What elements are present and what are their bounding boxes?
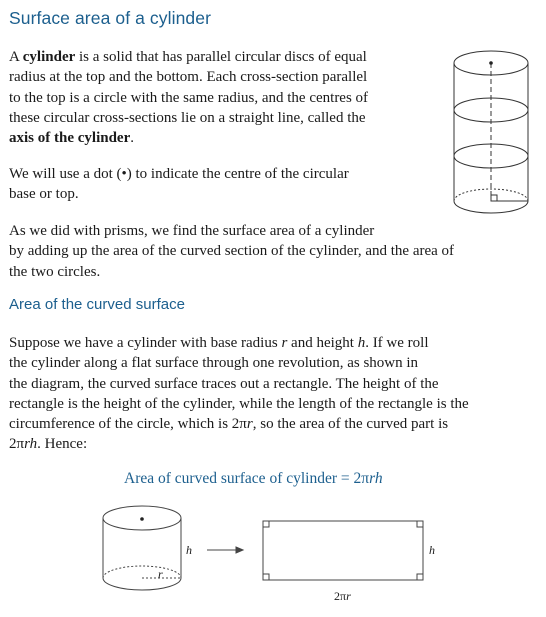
rectangle-width-label: 2πr xyxy=(334,589,351,603)
surface-area-intro-paragraph: As we did with prisms, we find the surface area of a cylinder by adding up the area of the curved section of the cylinder, and the area of the two circles. xyxy=(9,223,455,280)
cylinder-cross-section-ellipse xyxy=(454,144,528,168)
unrolled-rectangle xyxy=(263,521,423,580)
cylinder-radius-label: r xyxy=(158,567,163,581)
cylinder-definition-paragraph: A cylinder is a solid that has parallel circular discs of equal radius at the top and the bottom. Each cross-section parallel to the top is a circle with the same radius, and the centres of these circular cross-sections lie on a straight line, called the axis of the cylinder. xyxy=(9,49,369,147)
small-cylinder-bottom-front-arc xyxy=(103,578,181,590)
roll-arrow xyxy=(207,547,243,553)
cylinder-top-ellipse xyxy=(454,51,528,75)
dot-notation-paragraph: We will use a dot (•) to indicate the centre of the circular base or top. xyxy=(9,166,349,203)
curved-surface-paragraph: Suppose we have a cylinder with base radius r and height h. If we roll the cylinder along a flat surface through one revolution, as shown in the diagram, the curved surface traces out a rectangle. The height of the rectangle is the height of the cylinder, while the length of the rectangle is the circumference of the circle, which is 2πr, so the area of the curved part is 2πrh. Hence: xyxy=(9,335,469,453)
cylinder-bottom-front-arc xyxy=(454,201,528,213)
small-cylinder-bottom-back-arc xyxy=(103,566,181,578)
page-title: Surface area of a cylinder xyxy=(9,8,212,28)
right-angle-marker xyxy=(263,521,269,527)
right-angle-marker xyxy=(491,195,497,201)
cylinder-bottom-back-arc xyxy=(454,189,528,201)
centre-dot xyxy=(489,61,493,65)
right-angle-marker xyxy=(263,574,269,580)
small-cylinder-top-ellipse xyxy=(103,506,181,530)
right-angle-marker xyxy=(417,521,423,527)
right-angle-marker xyxy=(417,574,423,580)
cylinder-height-label: h xyxy=(186,543,192,557)
small-cylinder-centre-dot xyxy=(140,517,144,521)
curved-surface-formula: Area of curved surface of cylinder = 2πrh xyxy=(124,470,383,487)
rectangle-height-label: h xyxy=(429,543,435,557)
section-heading: Area of the curved surface xyxy=(9,296,185,313)
cylinder-cross-section-ellipse xyxy=(454,98,528,122)
